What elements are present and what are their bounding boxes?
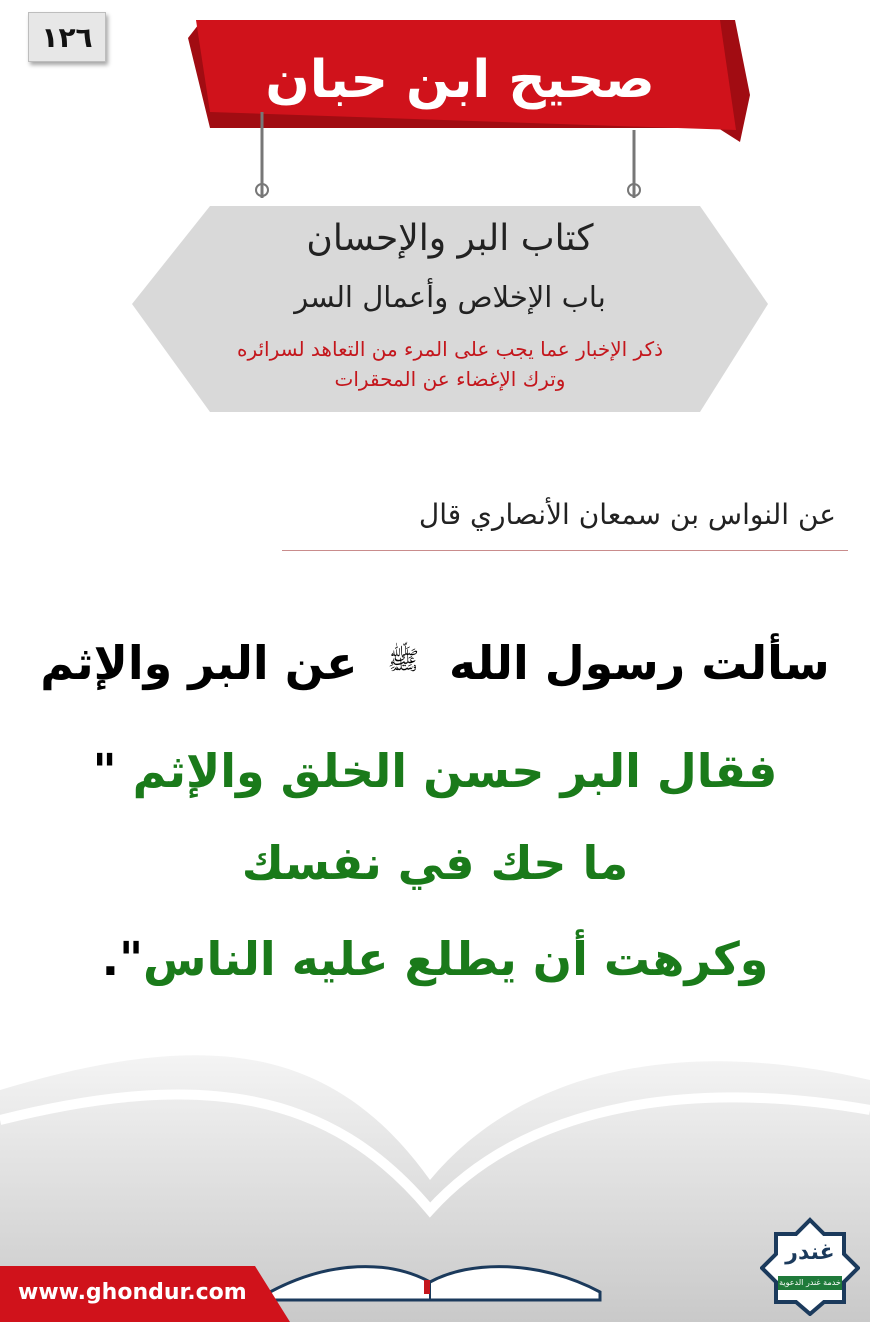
hadith-line-2 <box>20 744 850 798</box>
page-number: ١٢٦ <box>28 12 106 62</box>
hadith-line-1 <box>20 636 850 690</box>
opening-quote: " <box>92 744 117 798</box>
chapter-heading: باب الإخلاص وأعمال السر <box>294 280 606 314</box>
closing-quote: ". <box>101 932 144 986</box>
hadith-line-4-text: وكرهت أن يطلع عليه الناس <box>143 932 769 986</box>
topic-heading <box>150 334 750 394</box>
book-title: صحيح ابن حبان <box>265 50 655 110</box>
topic-line-2: وترك الإغضاء عن المحقرات <box>334 367 566 391</box>
ghondur-logo-icon <box>760 1216 860 1316</box>
logo-name: غندر <box>785 1240 835 1265</box>
website-link[interactable]: www.ghondur.com <box>18 1280 247 1305</box>
salutation-glyph: ﷺ <box>387 646 419 676</box>
logo-subtitle: خدمة غندر الدعوية <box>778 1276 842 1290</box>
narrator-line: عن النواس بن سمعان الأنصاري قال <box>418 498 836 531</box>
hadith-line-4 <box>20 932 850 986</box>
hadith-line-1-part-1: سألت رسول الله <box>449 636 830 690</box>
divider <box>282 550 848 551</box>
book-heading: كتاب البر والإحسان <box>306 218 594 259</box>
hadith-line-1-part-2: عن البر والإثم <box>40 636 358 690</box>
hadith-line-2-text: فقال البر حسن الخلق والإثم <box>132 744 778 798</box>
hadith-line-3: ما حك في نفسك <box>241 836 629 890</box>
topic-line-1: ذكر الإخبار عما يجب على المرء من التعاهد لسرائره <box>236 337 664 361</box>
